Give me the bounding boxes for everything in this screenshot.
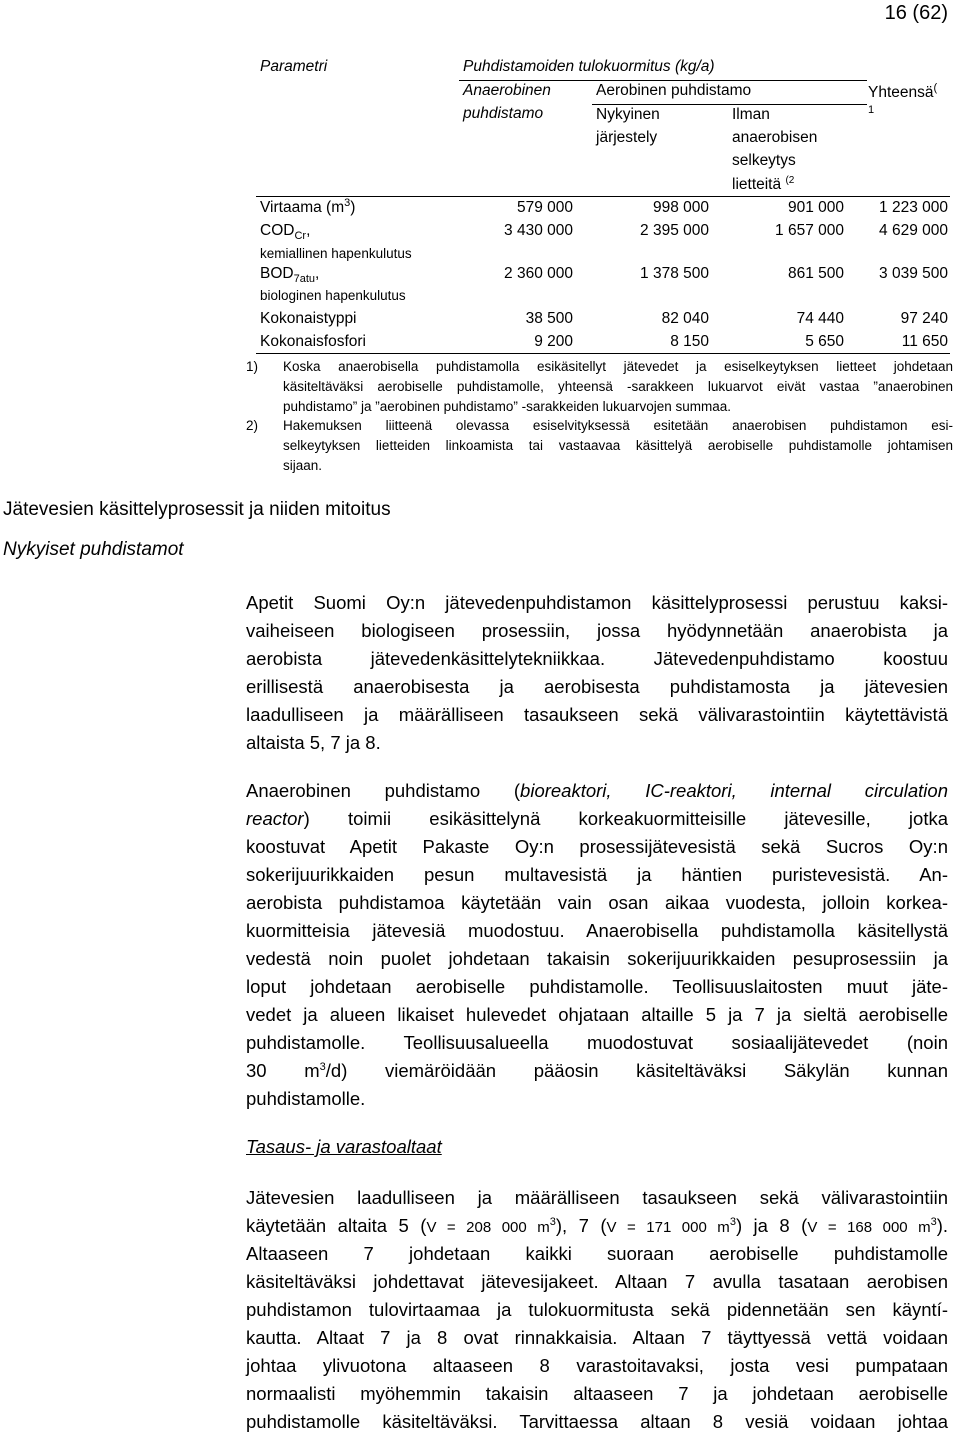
row-label-cod-2: kemiallinen hapenkulutus bbox=[260, 246, 412, 261]
row-bod-v1: 2 360 000 bbox=[504, 265, 573, 282]
header-current-2: järjestely bbox=[596, 129, 658, 146]
header-total-sup: 1 bbox=[868, 104, 875, 116]
row-cod-v3: 1 657 000 bbox=[775, 222, 844, 239]
row-p-v3: 5 650 bbox=[805, 333, 844, 350]
header-parametri: Parametri bbox=[260, 58, 328, 75]
row-n-v4: 97 240 bbox=[900, 310, 948, 327]
footnote-1-line-1: Koska anaerobisella puhdistamolla esikäsitellyt jätevedet ja esiselkeytyksen lietteet johdetaan bbox=[283, 359, 953, 374]
footnote-2: 2) Hakemuksen liitteenä olevassa esiselvityksessä esitetään anaerobisen puhdistamon esi- selkeytyksen lietteiden linkoamista tai vastaavaa käsittelyä aerobiselle puhdistamolle johtamisen sijaan. bbox=[246, 416, 956, 476]
row-flow-v1: 579 000 bbox=[516, 199, 573, 216]
footnote-2-line-1: Hakemuksen liitteenä olevassa esiselvityksessä esitetään anaerobisen puhdistamon esi- bbox=[283, 418, 953, 433]
paragraph-2: Anaerobinen puhdistamo (bioreaktori, IC-reaktori, internal circulation reactor) toimii esikäsittelynä korkeakuormitteisille jätevesille, jotka koostuvat Apetit Pakaste Oy:n prosessijätevesistä sekä Sucros Oy:n sokerijuurikkaiden pesun multavesistä ja häntien puristevesistä. An- aerobista puhdistamoa käytetään vain osan aikaa vuodesta, jolloin korkea- kuormitteisia jätevesiä muodostuu. Anaerobisella puhdistamolla käsitellystä vedestä noin puolet johdetaan takaisin sokerijuurikkaiden pesuprosessiin ja loput johdetaan aerobiselle puhdistamolle. Teollisuuslaitosten muut jäte- vedet ja alueen likaiset hulevedet ohjataan altaille 5 ja 7 ja sieltä aerobiselle puhdistamolle. Teollisuusalueella muodostuvat sosiaalijätevedet (noin 30 $m^3/d$) viemäröidään pääosin käsiteltäväksi Säkylän kunnan puhdistamolle. bbox=[246, 780, 948, 1109]
sub-heading: Nykyiset puhdistamot bbox=[3, 539, 184, 560]
header-current-1: Nykyinen bbox=[596, 106, 660, 123]
footnote-1: 1) Koska anaerobisella puhdistamolla esikäsitellyt jätevedet ja esiselkeytyksen lietteet johdetaan käsiteltäväksi aerobiselle puhdistamolle, yhteensä -sarakkeen lukuarvot eivät vastaa ”anaerobinen puhdistamo” ja ”aerobinen puhdistamo” -sarakkeiden lukuarvojen summaa. bbox=[246, 357, 956, 417]
row-flow-v4: 1 223 000 bbox=[879, 199, 948, 216]
row-bod-v2: 1 378 500 bbox=[640, 265, 709, 282]
header-without-2: anaerobisen bbox=[732, 129, 818, 146]
row-flow-v2: 998 000 bbox=[652, 199, 709, 216]
footnote-2-line-2: selkeytyksen lietteiden linkoamista tai vastaavaa käsittelyä aerobiselle puhdistamolle johtamisen bbox=[283, 438, 953, 453]
row-p-v2: 8 150 bbox=[670, 333, 709, 350]
row-flow-v3: 901 000 bbox=[787, 199, 844, 216]
row-cod-v1: 3 430 000 bbox=[504, 222, 573, 239]
header-without-3: selkeytys bbox=[732, 152, 796, 169]
header-anaerobic-2: puhdistamo bbox=[463, 105, 544, 122]
rule-4 bbox=[256, 353, 950, 354]
row-n-v3: 74 440 bbox=[796, 310, 844, 327]
row-label-flow: Virtaama $(m^3)$ bbox=[260, 196, 356, 216]
header-without-4: lietteitä $^{(2}$ bbox=[732, 175, 795, 194]
row-label-n: Kokonaistyppi bbox=[260, 310, 357, 327]
rule-1 bbox=[459, 80, 867, 81]
row-label-p: Kokonaisfosfori bbox=[260, 333, 366, 350]
paragraph-1: Apetit Suomi Oy:n jätevedenpuhdistamon käsittelyprosessi perustuu kaksi- vaiheiseen biologiseen prosessiin, jossa hyödynnetään anaerobista ja aerobista jätevedenkäsittelytekniikkaa. Jätevedenpuhdistamo koostuu erillisestä anaerobisesta ja aerobisesta puhdistamosta ja jätevesien laadulliseen ja määrälliseen tasaukseen sekä välivarastointiin käytettävistä altaista 5, 7 ja 8. bbox=[246, 592, 948, 753]
sub-heading-tasaus: Tasaus- ja varastoaltaat bbox=[246, 1136, 442, 1157]
row-n-v2: 82 040 bbox=[661, 310, 709, 327]
header-group: Puhdistamoiden tulokuormitus (kg/a) bbox=[463, 58, 715, 75]
row-label-bod: $BOD_{7atu}$, bbox=[260, 265, 320, 286]
footnote-1-line-3: puhdistamo” ja ”aerobinen puhdistamo” -sarakkeiden lukuarvojen summaa. bbox=[283, 399, 731, 414]
header-total: Yhteensä( bbox=[868, 82, 938, 102]
footnote-2-line-3: sijaan. bbox=[283, 458, 323, 473]
row-cod-v2: 2 395 000 bbox=[640, 222, 709, 239]
header-aerobic: Aerobinen puhdistamo bbox=[596, 82, 752, 99]
rule-2 bbox=[592, 104, 867, 105]
rule-3 bbox=[256, 196, 950, 197]
row-label-bod-2: biologinen hapenkulutus bbox=[260, 288, 406, 303]
row-bod-v4: 3 039 500 bbox=[879, 265, 948, 282]
header-anaerobic-1: Anaerobinen bbox=[463, 82, 551, 99]
row-cod-v4: 4 629 000 bbox=[879, 222, 948, 239]
row-p-v4: 11 650 bbox=[901, 333, 948, 350]
page-number: 16 (62) bbox=[884, 2, 948, 24]
header-without-1: Ilman bbox=[732, 106, 770, 123]
row-label-cod: $COD_{Cr}$, bbox=[260, 222, 311, 243]
row-n-v1: 38 500 bbox=[525, 310, 573, 327]
paragraph-3: Jätevesien laadulliseen ja määrälliseen tasaukseen sekä välivarastointiin käytetään altaita 5 (V = 208 000 $m^3$), 7 (V = 171 000 $m^3$) ja 8 (V = 168 000 $m^3$). Altaaseen 7 johdetaan kaikki suoraan aerobiselle puhdistamolle käsiteltäväksi johdettavat jätevesijakeet. Altaan 7 avulla tasataan aerobisen puhdistamon tulovirtaamaa ja tulokuormitusta sekä pidennetään sen käyntí- kautta. Altaat 7 ja 8 ovat rinnakkaisia. Altaan 7 täyttyessä vettä voidaan johtaa ylivuotona altaaseen 8 varastoitavaksi, josta vesi pumpataan normaalisti myöhemmin takaisin altaaseen 7 ja johdetaan aerobiselle puhdistamolle käsiteltäväksi. Tarvittaessa altaan 8 vesiä voidaan johtaa bbox=[246, 1187, 949, 1432]
section-heading: Jätevesien käsittelyprosessit ja niiden mitoitus bbox=[3, 499, 391, 520]
row-p-v1: 9 200 bbox=[534, 333, 573, 350]
footnote-1-line-2: käsiteltäväksi aerobiselle puhdistamolle, yhteensä -sarakkeen lukuarvot eivät vastaa ”anaerobinen bbox=[283, 379, 953, 394]
row-bod-v3: 861 500 bbox=[787, 265, 844, 282]
